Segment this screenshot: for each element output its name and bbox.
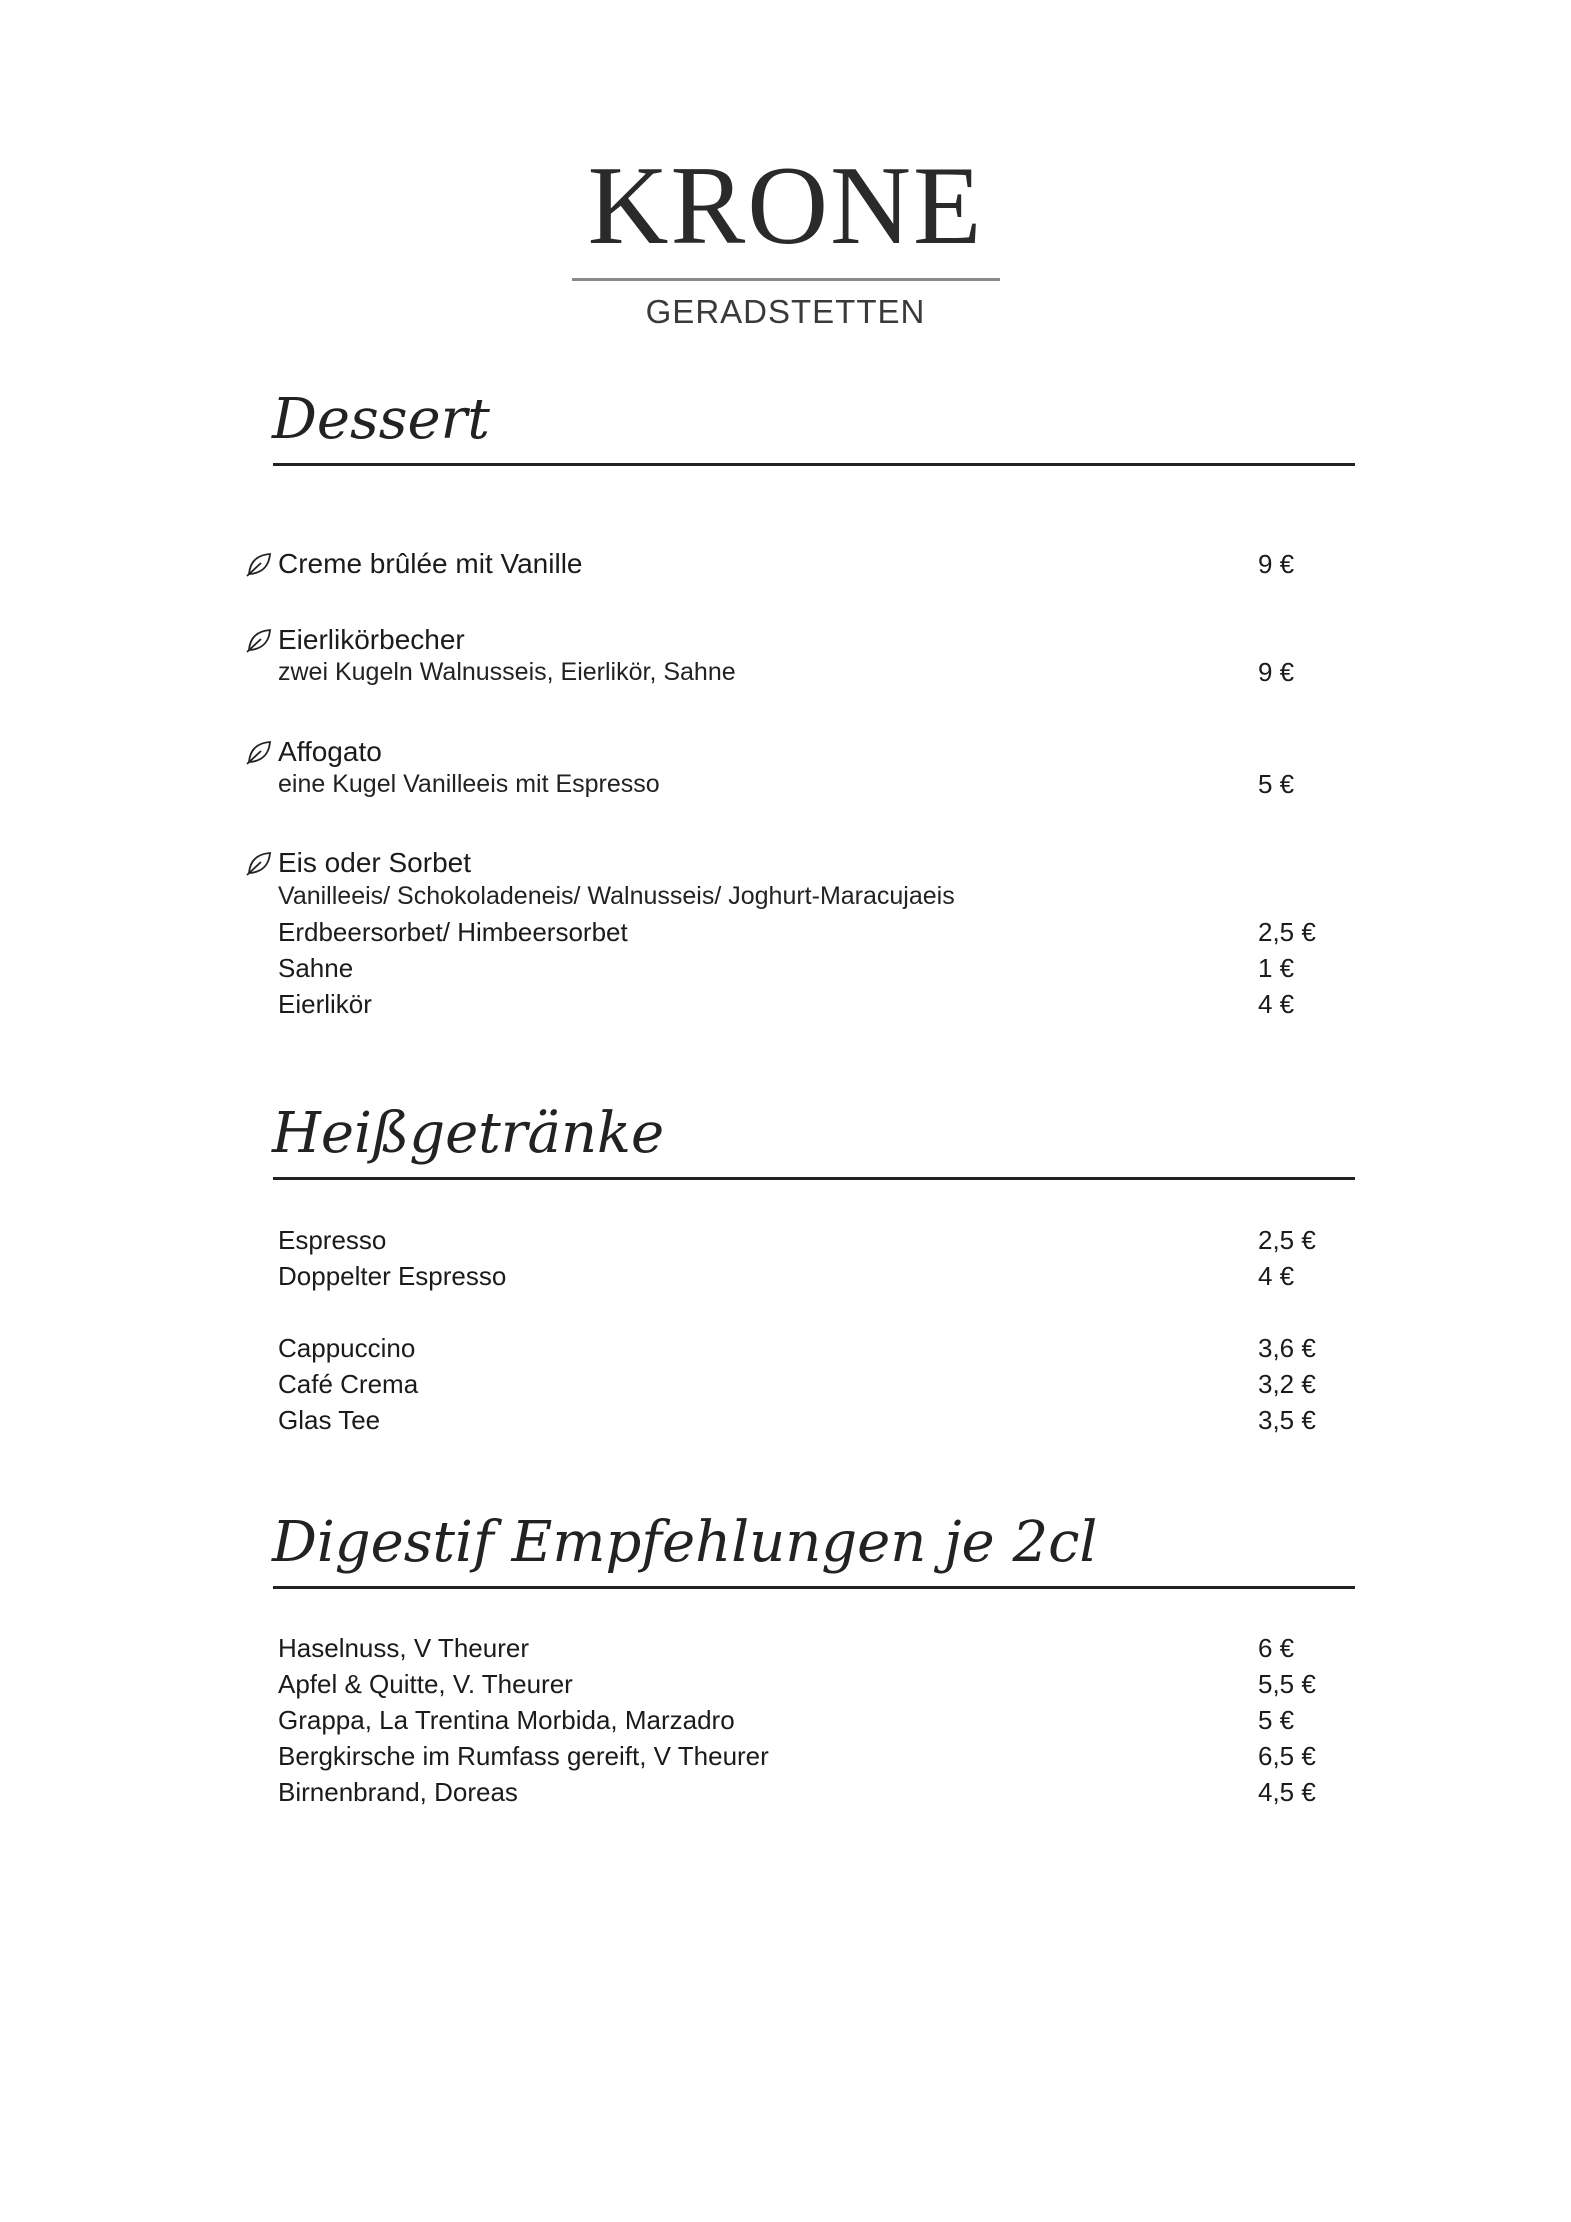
row-price: 4 € bbox=[1258, 1261, 1295, 1291]
row-price: 3,2 € bbox=[1258, 1369, 1316, 1399]
price-row bbox=[0, 914, 1571, 950]
item-description: eine Kugel Vanilleeis mit Espresso bbox=[278, 770, 660, 798]
price-row bbox=[0, 1402, 1571, 1438]
section-rule-digestif bbox=[273, 1586, 1355, 1589]
section-title-digestif: Digestif Empfehlungen je 2cl bbox=[272, 1510, 1098, 1575]
row-label: Cappuccino bbox=[278, 1333, 416, 1363]
price-row bbox=[0, 1222, 1571, 1258]
leaf-icon bbox=[245, 738, 273, 766]
row-price: 3,6 € bbox=[1258, 1333, 1316, 1363]
row-label: Bergkirsche im Rumfass gereift, V Theurer bbox=[278, 1741, 769, 1771]
item-description-row bbox=[0, 654, 1571, 690]
price-row bbox=[0, 1738, 1571, 1774]
row-label: Doppelter Espresso bbox=[278, 1261, 507, 1291]
logo-subtitle: GERADSTETTEN bbox=[645, 293, 926, 330]
price-row bbox=[0, 1666, 1571, 1702]
item-description: zwei Kugeln Walnusseis, Eierlikör, Sahne bbox=[278, 658, 736, 686]
row-label: Sahne bbox=[278, 953, 354, 983]
row-price: 6 € bbox=[1258, 1633, 1295, 1663]
menu-item bbox=[0, 843, 1571, 883]
price-row bbox=[0, 1702, 1571, 1738]
item-description-row bbox=[0, 878, 1571, 914]
row-label: Erdbeersorbet/ Himbeersorbet bbox=[278, 917, 628, 947]
item-price: 9 € bbox=[1258, 657, 1295, 687]
price-row bbox=[0, 1330, 1571, 1366]
row-price: 3,5 € bbox=[1258, 1405, 1316, 1435]
row-label: Grappa, La Trentina Morbida, Marzadro bbox=[278, 1705, 735, 1735]
logo-divider bbox=[572, 278, 1000, 281]
row-price: 2,5 € bbox=[1258, 917, 1316, 947]
item-price: 5 € bbox=[1258, 769, 1295, 799]
row-label: Café Crema bbox=[278, 1369, 419, 1399]
row-price: 1 € bbox=[1258, 953, 1295, 983]
item-name: Affogato bbox=[278, 736, 382, 767]
leaf-icon bbox=[245, 849, 273, 877]
row-label: Eierlikör bbox=[278, 989, 372, 1019]
row-label: Birnenbrand, Doreas bbox=[278, 1777, 518, 1807]
row-price: 5 € bbox=[1258, 1705, 1295, 1735]
logo bbox=[0, 144, 1571, 331]
row-price: 6,5 € bbox=[1258, 1741, 1316, 1771]
leaf-icon bbox=[245, 626, 273, 654]
section-rule-hot-drinks bbox=[273, 1177, 1355, 1180]
price-row bbox=[0, 1630, 1571, 1666]
price-row bbox=[0, 1258, 1571, 1294]
leaf-icon bbox=[245, 550, 273, 578]
section-title-dessert: Dessert bbox=[272, 387, 490, 452]
row-label: Apfel & Quitte, V. Theurer bbox=[278, 1669, 573, 1699]
row-label: Haselnuss, V Theurer bbox=[278, 1633, 529, 1663]
item-price: 9 € bbox=[1258, 549, 1295, 579]
row-label: Espresso bbox=[278, 1225, 387, 1255]
logo-title: KRONE bbox=[587, 144, 984, 268]
price-row bbox=[0, 1774, 1571, 1810]
row-price: 2,5 € bbox=[1258, 1225, 1316, 1255]
item-name: Eierlikörbecher bbox=[278, 624, 465, 655]
price-row bbox=[0, 1366, 1571, 1402]
row-price: 4,5 € bbox=[1258, 1777, 1316, 1807]
price-row bbox=[0, 986, 1571, 1022]
section-rule-dessert bbox=[273, 463, 1355, 466]
section-title-hot-drinks: Heißgetränke bbox=[272, 1101, 665, 1166]
item-description: Vanilleeis/ Schokoladeneis/ Walnusseis/ Joghurt-Maracujaeis bbox=[278, 882, 955, 910]
item-description-row bbox=[0, 766, 1571, 802]
item-name: Creme brûlée mit Vanille bbox=[278, 548, 583, 579]
menu-item bbox=[0, 544, 1571, 584]
row-price: 5,5 € bbox=[1258, 1669, 1316, 1699]
row-price: 4 € bbox=[1258, 989, 1295, 1019]
price-row bbox=[0, 950, 1571, 986]
row-label: Glas Tee bbox=[278, 1405, 381, 1435]
item-name: Eis oder Sorbet bbox=[278, 847, 471, 878]
